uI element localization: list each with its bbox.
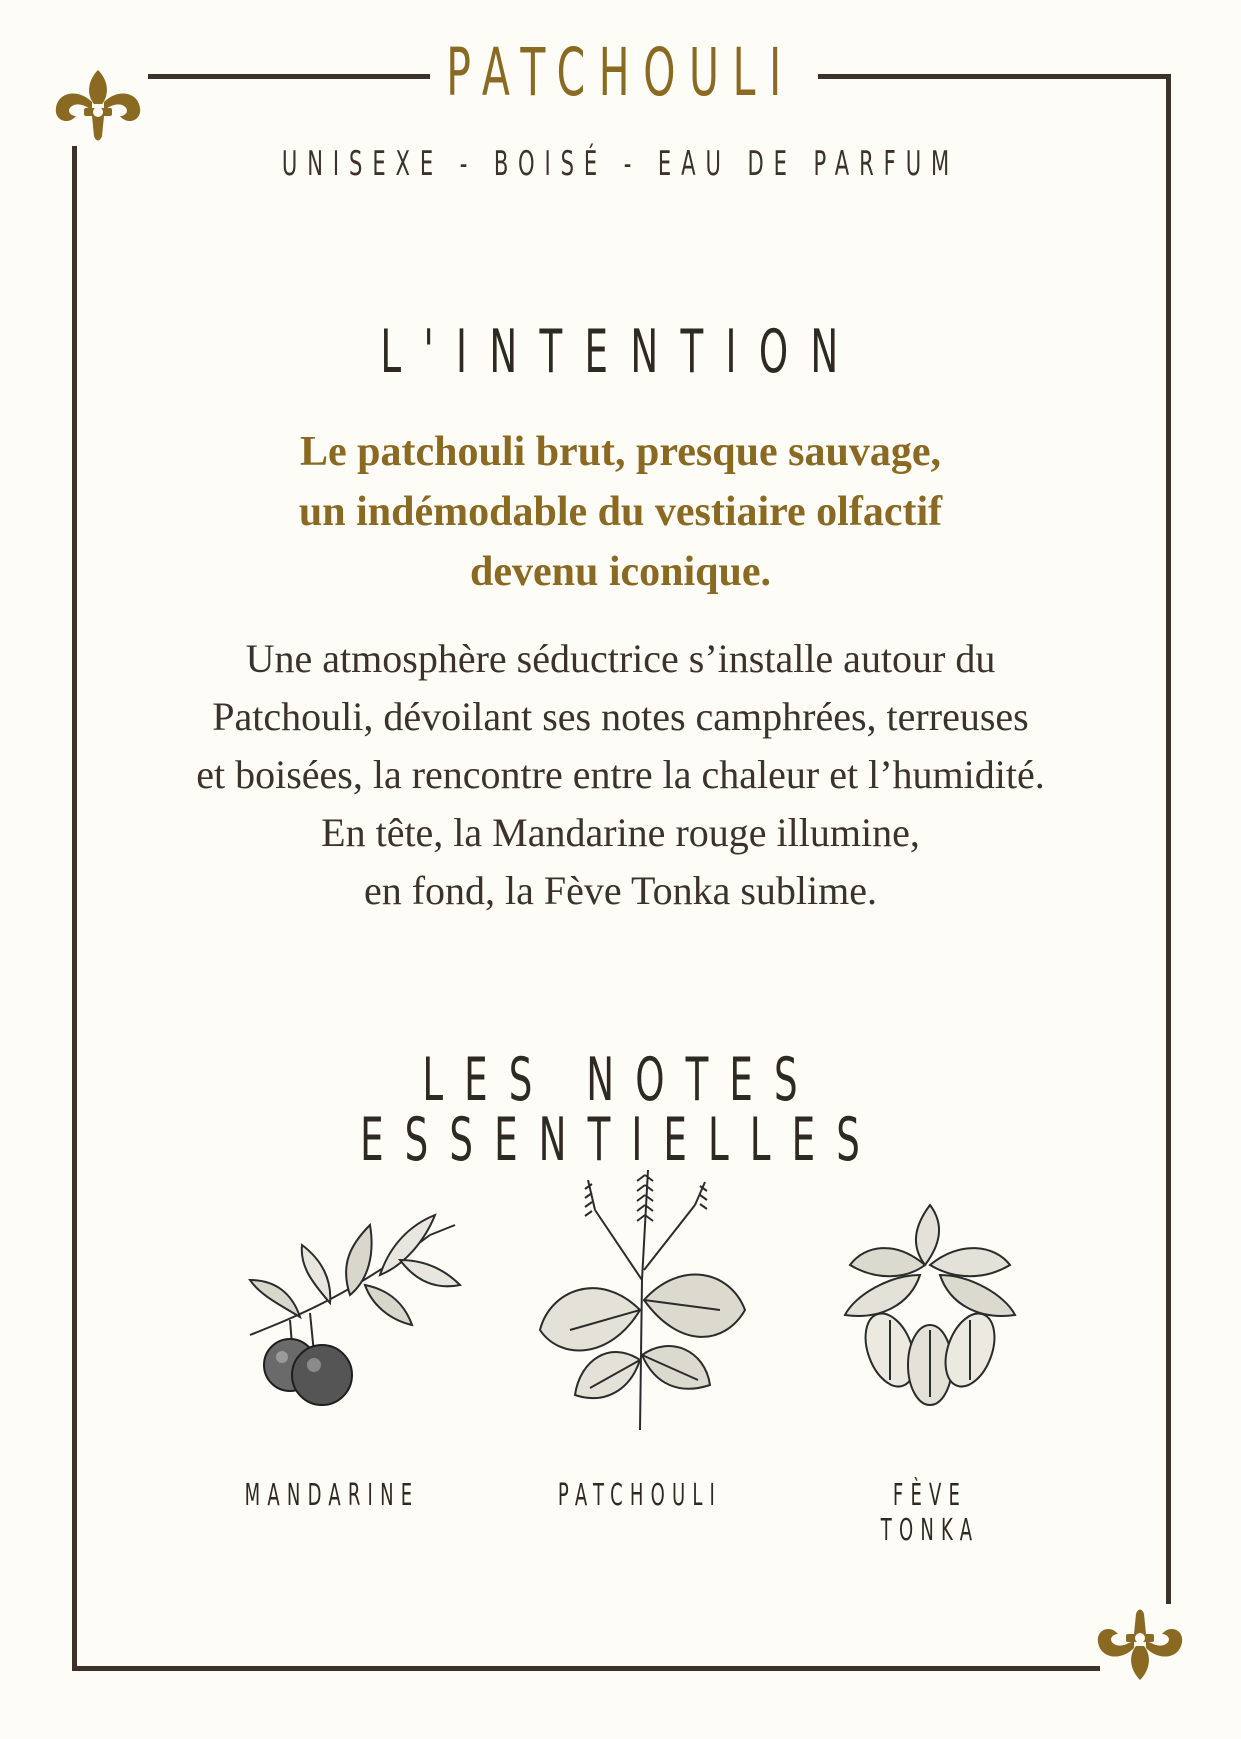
note-label-mandarine: MANDARINE [244, 1478, 420, 1513]
body-line: en fond, la Fève Tonka sublime. [363, 868, 878, 913]
lead-line: devenu iconique. [469, 549, 772, 595]
patchouli-plant-icon [520, 1160, 760, 1430]
note-label-patchouli: PATCHOULI [557, 1478, 723, 1513]
lead-line: un indémodable du vestiaire olfactif [298, 489, 943, 535]
intention-heading: L'INTENTION [380, 317, 861, 387]
fleur-de-lis-icon [48, 50, 148, 150]
note-mandarine [210, 1185, 490, 1425]
product-title: PATCHOULI [446, 34, 795, 111]
note-patchouli [500, 1160, 780, 1430]
fleur-de-lis-icon [1090, 1600, 1190, 1700]
body-line: Une atmosphère séductrice s’installe autour du [245, 636, 996, 681]
note-label-feve-tonka: FÈVE TONKA [880, 1478, 980, 1548]
body-line: et boisées, la rencontre entre la chaleur et l’humidité. [196, 752, 1045, 797]
intention-body [0, 630, 1241, 920]
tonka-bean-icon [810, 1185, 1050, 1425]
product-subtitle: UNISEXE - BOISÉ - EAU DE PARFUM [281, 144, 960, 184]
mandarin-branch-icon [230, 1185, 470, 1425]
note-feve-tonka [790, 1185, 1070, 1425]
frame-bottom [72, 1666, 1100, 1671]
body-line: Patchouli, dévoilant ses notes camphrées, terreuses [212, 694, 1029, 739]
intention-lead [0, 422, 1241, 602]
body-line: En tête, la Mandarine rouge illumine, [321, 810, 920, 855]
notes-heading: LES NOTES ESSENTIELLES [360, 1045, 881, 1175]
lead-line: Le patchouli brut, presque sauvage, [300, 429, 941, 475]
